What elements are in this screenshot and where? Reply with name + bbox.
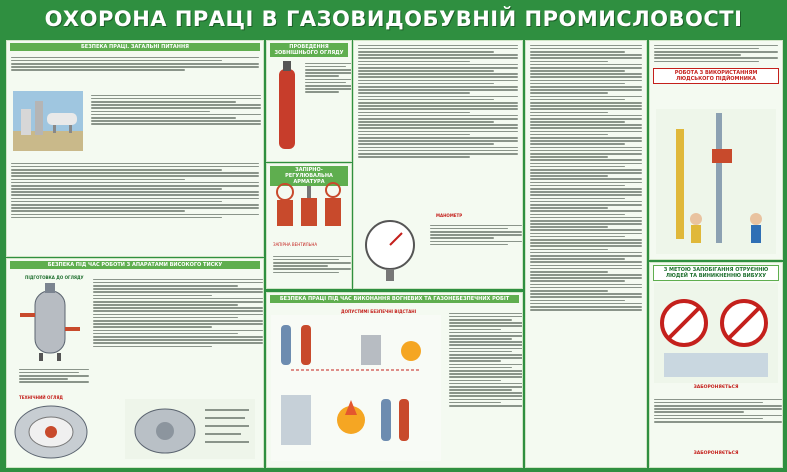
panel-fire-works [266, 292, 523, 468]
fire-works-header: БЕЗПЕКА ПРАЦІ ПІД ЧАС ВИКОНАННЯ ВОГНЕВИХ ТА ГАЗОНЕБЕЗПЕЧНИХ РОБІТ [270, 295, 519, 303]
upper-place-text [650, 41, 782, 66]
panel-gas-detect [649, 262, 783, 468]
gas-plant-photo [13, 91, 83, 151]
upper-place-header: РОБОТА З ВИКОРИСТАННЯМ ЛЮДСЬКОГО ПІДЙОМНИКА [653, 68, 779, 84]
manometer-text [426, 221, 523, 249]
panel-right-text [525, 40, 647, 468]
panel-center-text [353, 40, 523, 289]
right-text-block [526, 41, 646, 314]
gas-detect-header: З МЕТОЮ ЗАПОБІГАННЯ ОТРУЄННЮ ЛЮДЕЙ ТА ВИНИКНЕННЮ ВИБУХУ [653, 265, 779, 281]
manometer-illustration [360, 217, 420, 281]
forbidden-label-2: ЗАБОРОНЯЄТЬСЯ [693, 451, 739, 456]
general-safety-text-right [87, 91, 264, 128]
fire-works-text [445, 309, 523, 410]
gas-cylinder-illustration [273, 59, 301, 154]
forbidden-label: ЗАБОРОНЯЄТЬСЯ [693, 385, 739, 390]
panel-pressure [6, 258, 264, 468]
panel-valves-mid [266, 163, 352, 289]
manometer-label: МАНОМЕТР [436, 213, 463, 218]
valves-top-text [301, 59, 352, 96]
poster-title: ОХОРОНА ПРАЦІ В ГАЗОВИДОБУВНІЙ ПРОМИСЛОВОСТІ [44, 7, 743, 31]
fire-distance-label: ДОПУСТИМІ БЕЗПЕЧНІ ВІДСТАНІ [341, 309, 417, 314]
gas-detect-text [650, 395, 783, 426]
forbidden-illustration [654, 283, 778, 383]
valve-illustrations [271, 180, 347, 240]
valve-name-1: ЗАПІРНА ВЕНТИЛЬНА [273, 242, 318, 247]
vessel-cutaway-illustration [11, 401, 101, 463]
panel-upper-place [649, 40, 783, 260]
panel-valves-top [266, 40, 352, 162]
panel-general-safety [6, 40, 264, 257]
fire-distance-illustration [271, 315, 441, 461]
lift-illustration [656, 109, 776, 254]
general-safety-text-bottom [7, 159, 263, 222]
center-text-block [354, 41, 522, 161]
tech-inspection-label: ТЕХНІЧНИЙ ОГЛЯД [19, 395, 63, 400]
valves-top-header: ПРОВЕДЕННЯ ЗОВНІШНЬОГО ОГЛЯДУ [270, 43, 348, 57]
pressure-vessel-illustration [15, 283, 85, 363]
vessel-prep-label: ПІДГОТОВКА ДО ОГЛЯДУ [25, 275, 84, 280]
pressure-text-right [89, 275, 264, 351]
general-safety-header: БЕЗПЕКА ПРАЦІ. ЗАГАЛЬНІ ПИТАННЯ [10, 43, 260, 51]
valves-mid-text [269, 252, 352, 277]
pressure-header: БЕЗПЕКА ПІД ЧАС РОБОТИ З АПАРАТАМИ ВИСОКОГО ТИСКУ [10, 261, 260, 269]
general-safety-text [7, 53, 263, 75]
manhole-cover-illustration [125, 399, 255, 459]
vessel-list-text [15, 365, 93, 387]
valves-mid-header: ЗАПІРНО-РЕГУЛЮВАЛЬНА АРМАТУРА [270, 166, 348, 186]
